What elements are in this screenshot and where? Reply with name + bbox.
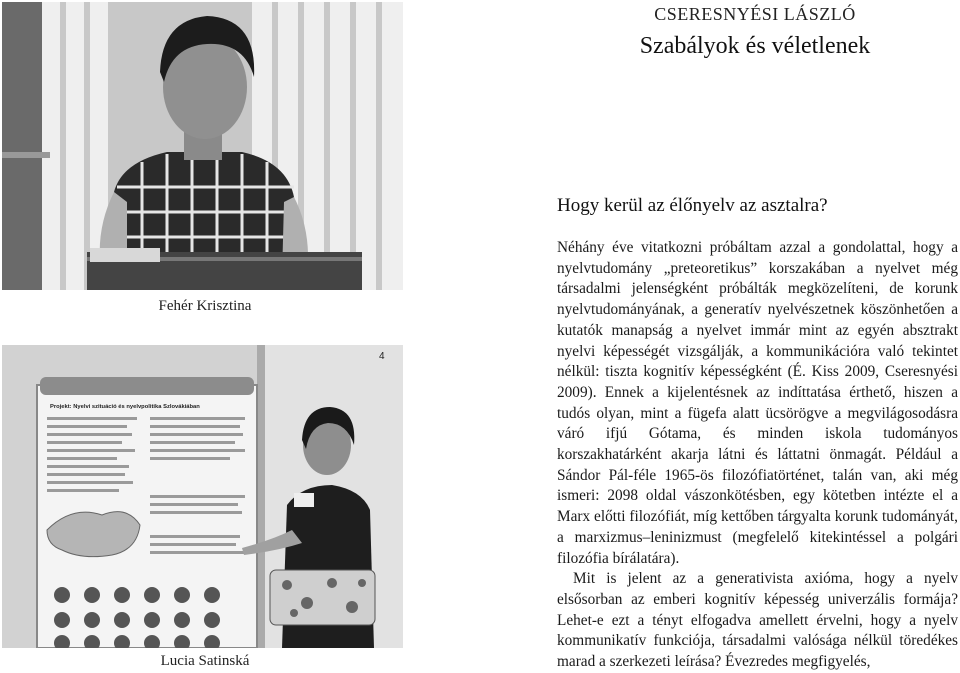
poster-page-number: 4 — [379, 351, 385, 362]
speaker-photo-image — [2, 2, 403, 290]
poster-photo-image — [2, 345, 403, 648]
section-heading: Hogy kerül az élőnyelv az asztalra? — [557, 195, 828, 216]
article-author: CSERESNYÉSI LÁSZLÓ — [654, 4, 856, 24]
photo-poster-presenter — [2, 345, 403, 648]
poster-title: Projekt: Nyelvi szituáció és nyelvpolitika Szlovákiában — [50, 404, 200, 410]
article-title: Szabályok és véletlenek — [639, 33, 871, 59]
presenter-caption: Lucia Satinská — [160, 653, 250, 669]
speaker-caption: Fehér Krisztina — [158, 298, 252, 314]
photo-speaker — [2, 2, 403, 290]
article-body — [557, 238, 958, 673]
paragraph: Mit is jelent az a generativista axióma, hogy a nyelv elsősorban az emberi kognitív képesség univerzális formája? Lehet-e ezt a tényt elfogadva amellett érvelni, hogy a nyelv kommunikatív funkciója, társadalmi valósága nélkül töredékes marad a szerkezeti leírása? Évezredes megfigyelés, — [557, 570, 958, 671]
paragraph: Néhány éve vitatkozni próbáltam azzal a gondolattal, hogy a nyelvtudomány „preteoretikus” korszakában a nyelvet még társadalmi jelenségként próbálták megközelíteni, de korunk nyelvtudományának, a generatív nyelvészetnek köszönhetően a kutatók manapság a nyelvet immár mint az egyén absztrakt nyelvi képességét vizsgálják, a kommunikációra való tekintet nélkül: tiszta kognitív képességként (É. Kiss 2009, Cseresnyési 2009). Ennek a kijelentésnek az indíttatása érthető, hiszen a tudós olyan, mint a fügefa alatt ücsörögve a megvilágosodásra váró ifjú Gótama, és minden iskola tudományos korszakhatárként akarja látni és láttatni önmagát. Például a Sándor Pál-féle 1965-ös filozófiatörténet, talán van, aki még ismeri: 2098 oldal vászonkötésben, egy kötetben intézte el a Marx előtti filozófiát, míg kettőben tárgyalta korunk tudományát, a marxizmus–leninizmust (megfelelő kitekintéssel a polgári filozófia bírálatára). — [557, 239, 958, 567]
